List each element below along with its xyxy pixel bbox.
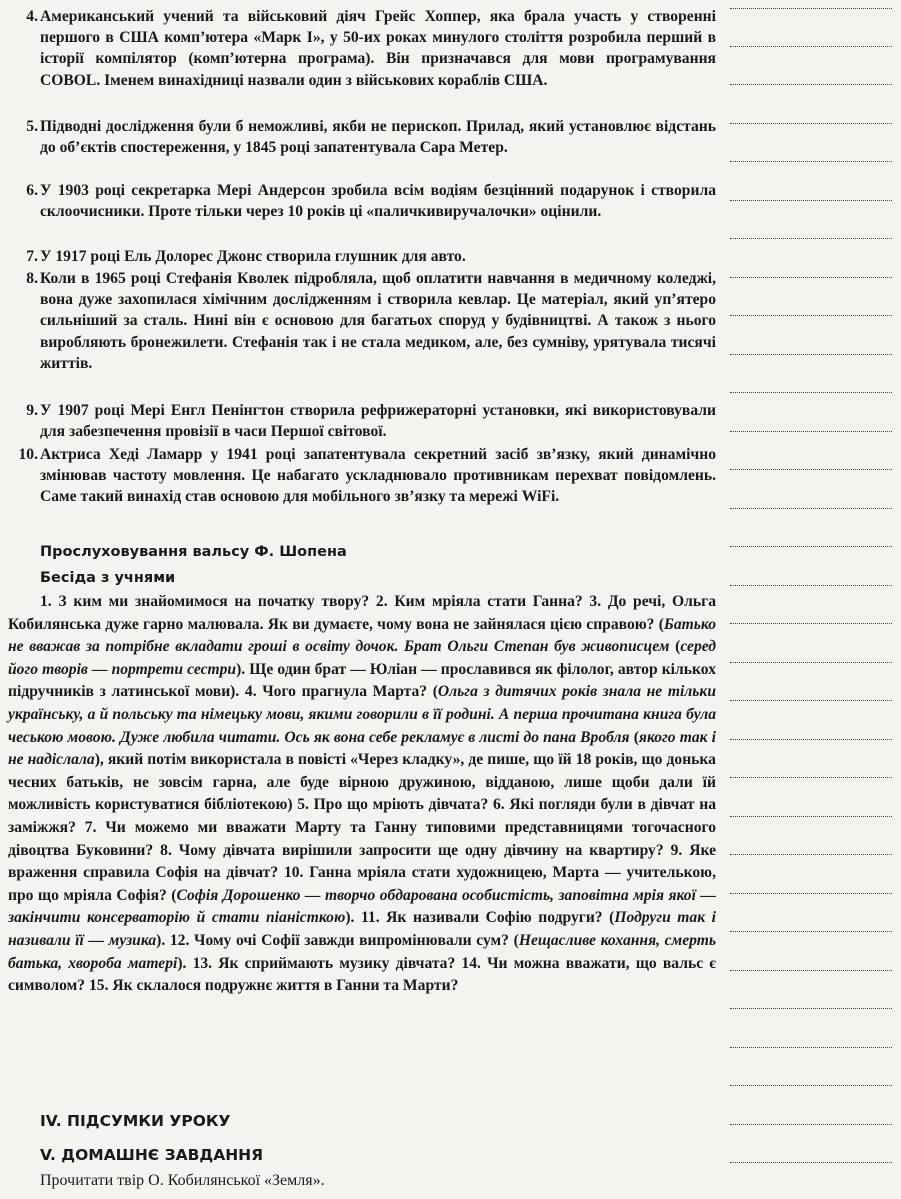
talk-text: 1. З ким ми знайомимося на початку твору? 2. Ким мріяла стати Ганна? 3. До речі, Ольга Кобилянська дуже гарно малювала. Як ви думаєте, чому вона не зайнялася цією справою? ( xyxy=(8,593,716,633)
section-summary: IV. ПІДСУМКИ УРОКУ xyxy=(40,1112,231,1130)
note-line xyxy=(730,970,892,971)
note-line xyxy=(730,585,892,586)
talk-answer: Батько не вважав за потрібне вкладати гроші в освіту дочок. Брат Ольги Степан був живописцем xyxy=(8,615,716,656)
talk-text: ). Ще один брат — Юліан — прославився як філолог, автор кількох підручників з латинської мови). 4. Чого прагнула Марта? ( xyxy=(8,660,716,701)
note-line xyxy=(730,84,892,85)
note-line xyxy=(730,354,892,355)
note-line xyxy=(730,161,892,162)
section-homework: V. ДОМАШНЄ ЗАВДАННЯ xyxy=(40,1146,264,1164)
note-line xyxy=(730,1085,892,1086)
note-line xyxy=(730,931,892,932)
note-line xyxy=(730,277,892,278)
item-number: 8. xyxy=(26,270,38,287)
note-line xyxy=(730,508,892,509)
note-line xyxy=(730,1008,892,1009)
item-number: 6. xyxy=(26,182,38,199)
notes-margin xyxy=(730,0,901,1199)
note-line xyxy=(730,431,892,432)
talk-text: ). 11. Як називали Софію подруги? ( xyxy=(345,909,615,927)
item-text: У 1917 році Ель Долорес Джонс створила глушник для авто. xyxy=(40,248,466,265)
note-line xyxy=(730,1162,892,1163)
note-line xyxy=(730,8,892,9)
note-line xyxy=(730,238,892,239)
talk-text: ), який потім використала в повісті «Через кладку», де пише, що їй 18 років, що донька чесних батьків, не зовсім гарна, але буде вірною дружиною, відданою, лише щоби дали їй можливість користуватися бібліотекою) 5. Про що мріють дівчата? 6. Які погляди були в дівчат на заміжжя? 7. Чи можемо ми вважати Марту та Ганну типовими представницями тогочасного дівоцтва Буковини? 8. Чому дівчата вирішили запросити ще одну дівчину на квартиру? 9. Яке враження справила Софія на дівчат? 10. Ганна мріяла стати художницею, Марта — учителькою, про що мріяла Софія? ( xyxy=(8,751,716,904)
item-number: 10. xyxy=(18,446,38,463)
item-text: У 1907 році Мері Енгл Пенінгтон створила рефрижераторні установки, які використовували для забезпечення провізії в часи Першої світової. xyxy=(40,402,716,441)
heading-talk: Бесіда з учнями xyxy=(40,570,176,586)
note-line xyxy=(730,546,892,547)
note-line xyxy=(730,200,892,201)
item-number: 4. xyxy=(26,8,38,25)
item-number: 9. xyxy=(26,402,38,419)
talk-paragraph xyxy=(8,591,716,998)
note-line xyxy=(730,893,892,894)
talk-text: ( xyxy=(669,638,681,656)
homework-text: Прочитати твір О. Кобилянської «Земля». xyxy=(40,1172,325,1189)
note-line xyxy=(730,123,892,124)
note-line xyxy=(730,1047,892,1048)
item-text: У 1903 році секретарка Мері Андерсон зробила всім водіям безцінний подарунок і створила склоочисники. Проте тільки через 10 років ці «паличкивиручалочки» оцінили. xyxy=(40,182,716,221)
item-text: Актриса Хеді Ламарр у 1941 році запатентувала секретний засіб зв’язку, який динамічно змінював частоту мовлення. Це набагато ускладнювало противникам перехват повідомлень. Саме такий винахід став основою для мобільного зв’язку та мережі WiFi. xyxy=(40,446,716,506)
note-line xyxy=(730,700,892,701)
item-text: Коли в 1965 році Стефанія Кволек підробляла, щоб оплатити навчання в медичному коледжі, вона дуже захопилася хімічним дослідженням і створила кевлар. Це матеріал, який уп’ятеро сильніший за сталь. Нині він є основою для багатьох споруд у будівництві. А також з нього виробляють бронежилети. Стефанія так і не стала медиком, але, без сумніву, урятувала тисячі життів. xyxy=(40,270,716,372)
note-line xyxy=(730,1124,892,1125)
note-line xyxy=(730,623,892,624)
talk-answer: Ольга з дитячих років знала не тільки українську, а й польську та німецьку мови, якими говорили в її родині. А перша прочитана книга була чеською мовою. Дуже любила читати. Ось як вона себе рекламує в листі до пана Вробля xyxy=(8,683,716,746)
heading-listening: Прослуховування вальсу Ф. Шопена xyxy=(40,544,347,560)
talk-answer: Софія Дорошенко — творчо обдарована особистість, заповітна мрія якої — закінчити консерваторію й стати піаністкою xyxy=(8,886,716,927)
talk-answer: якого так і не надіслала xyxy=(8,728,716,769)
note-line xyxy=(730,46,892,47)
talk-text: ). 13. Як сприймають музику дівчата? 14. Чи можна вважати, що вальс є символом? 15. Як склалося подружнє життя в Ганни та Марти? xyxy=(8,954,716,995)
item-text: Підводні дослідження були б неможливі, якби не перископ. Прилад, який установлює відстань до об’єктів спостереження, у 1845 році запатентувала Сара Метер. xyxy=(40,118,716,157)
item-number: 5. xyxy=(26,118,38,135)
note-line xyxy=(730,315,892,316)
note-line xyxy=(730,854,892,855)
note-line xyxy=(730,816,892,817)
note-line xyxy=(730,739,892,740)
note-line xyxy=(730,392,892,393)
note-line xyxy=(730,662,892,663)
item-text: Американський учений та військовий діяч Грейс Хоппер, яка брала участь у створенні першого в США комп’ютера «Марк І», у 50-их роках минулого століття розробила перший в історії компілятор (комп’ютерна програма). Він призначався для мови програмування COBOL. Іменем винахідниці назвали один з військових кораблів США. xyxy=(40,8,716,89)
note-line xyxy=(730,469,892,470)
talk-answer: серед його творів — портрети сестри xyxy=(8,638,717,678)
talk-text: ). 12. Чому очі Софії завжди випромінювали сум? ( xyxy=(156,931,519,949)
note-line xyxy=(730,777,892,778)
talk-answer: Нещасливе кохання, смерть батька, хвороба матері xyxy=(8,931,717,972)
talk-answer: Подруги так і називали її — музика xyxy=(8,909,716,949)
talk-text: ( xyxy=(629,728,639,746)
item-number: 7. xyxy=(26,248,38,265)
